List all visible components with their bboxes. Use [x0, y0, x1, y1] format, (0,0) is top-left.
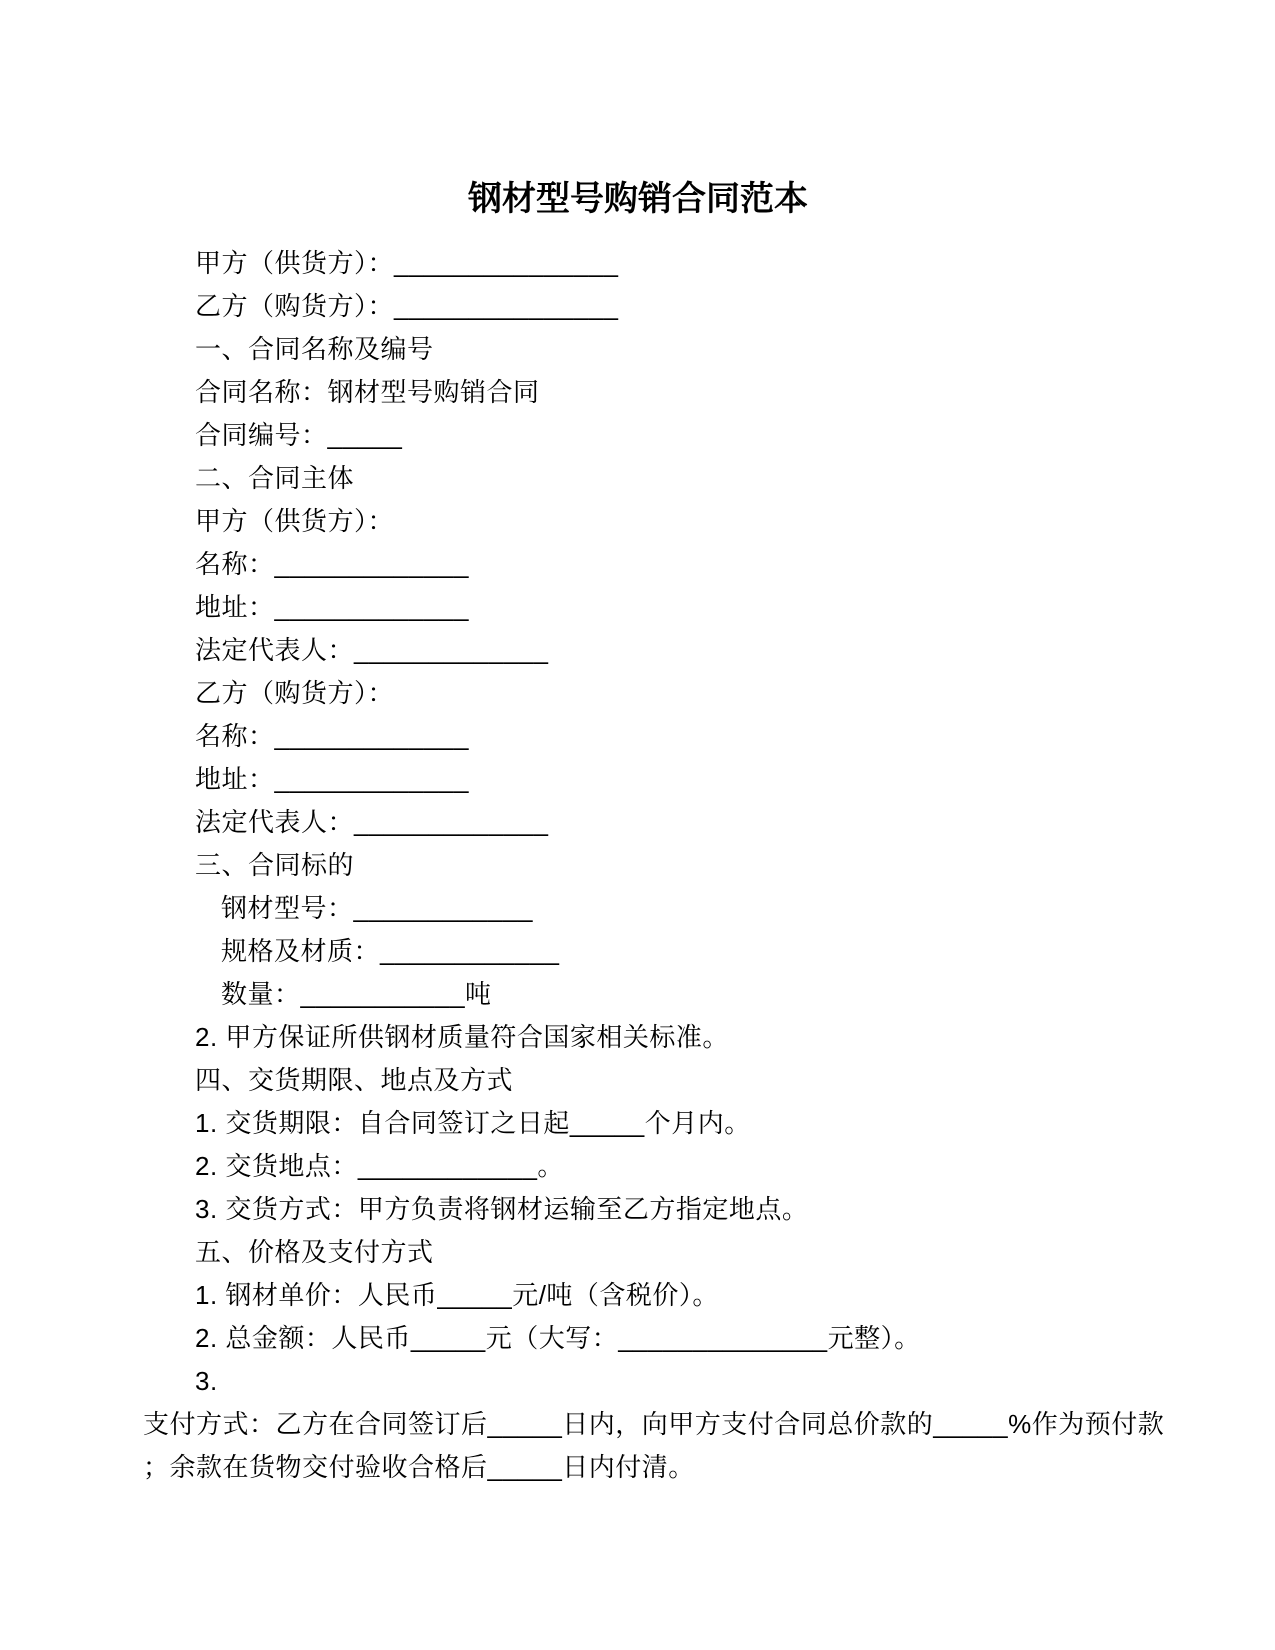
- contract-line: 乙方（购货方）：: [195, 678, 395, 708]
- contract-line: 甲方（供货方）：_______________: [195, 248, 619, 278]
- contract-line: 一、合同名称及编号: [195, 334, 434, 364]
- contract-line: 四、交货期限、地点及方式: [195, 1065, 514, 1095]
- contract-line: 二、合同主体: [195, 463, 355, 493]
- contract-title: 钢材型号购销合同范本: [468, 180, 808, 218]
- contract-line: 2. 交货地点：____________。: [195, 1151, 564, 1181]
- contract-line: 合同编号：_____: [195, 420, 403, 450]
- contract-line: 地址：_____________: [195, 764, 469, 794]
- contract-line: 甲方（供货方）：: [195, 506, 395, 536]
- contract-line: ；余款在货物交付验收合格后_____日内付清。: [143, 1452, 695, 1482]
- contract-line: 钢材型号：____________: [221, 893, 534, 923]
- contract-line: 3.: [195, 1366, 218, 1396]
- contract-line: 三、合同标的: [195, 850, 355, 880]
- contract-line: 法定代表人：_____________: [195, 635, 549, 665]
- contract-body: [143, 242, 1165, 1489]
- contract-line: 地址：_____________: [195, 592, 469, 622]
- contract-line: 2. 总金额：人民币_____元（大写：______________元整）。: [195, 1323, 921, 1353]
- contract-line: 数量：___________吨: [221, 979, 492, 1009]
- contract-line: 1. 交货期限：自合同签订之日起_____个月内。: [195, 1108, 751, 1138]
- contract-line: 五、价格及支付方式: [195, 1237, 434, 1267]
- contract-line: 2. 甲方保证所供钢材质量符合国家相关标准。: [195, 1022, 729, 1052]
- contract-line: 法定代表人：_____________: [195, 807, 549, 837]
- contract-line: 名称：_____________: [195, 721, 469, 751]
- contract-line: 名称：_____________: [195, 549, 469, 579]
- contract-line: 合同名称：钢材型号购销合同: [195, 377, 540, 407]
- contract-line: 3. 交货方式：甲方负责将钢材运输至乙方指定地点。: [195, 1194, 809, 1224]
- contract-line: 1. 钢材单价：人民币_____元/吨（含税价）。: [195, 1280, 719, 1310]
- contract-line: 乙方（购货方）：_______________: [195, 291, 619, 321]
- contract-line: 支付方式：乙方在合同签订后_____日内，向甲方支付合同总价款的_____%作为预付款: [143, 1409, 1165, 1439]
- contract-line: 规格及材质：____________: [221, 936, 560, 966]
